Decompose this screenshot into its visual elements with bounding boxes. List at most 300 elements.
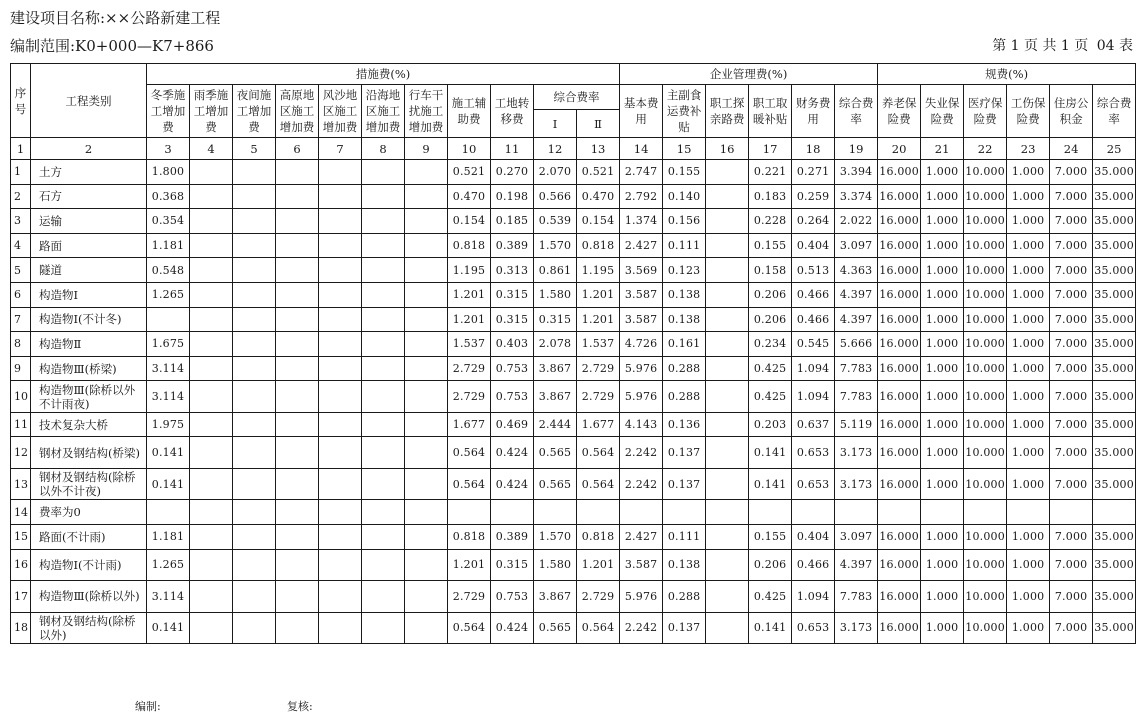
column-number: 6 xyxy=(276,138,319,160)
unemployment-rate: 1.000 xyxy=(921,437,964,469)
composite-i: 1.580 xyxy=(534,549,577,581)
rain-rate xyxy=(190,356,233,381)
aux-rate: 0.818 xyxy=(448,233,491,258)
fees-total: 35.000 xyxy=(1093,209,1136,234)
pension-rate: 16.000 xyxy=(878,184,921,209)
transfer-rate: 0.315 xyxy=(491,307,534,332)
medical-rate: 10.000 xyxy=(964,258,1007,283)
rain-rate xyxy=(190,437,233,469)
page-info xyxy=(988,35,1133,55)
housing-rate: 7.000 xyxy=(1050,549,1093,581)
basic-rate: 2.242 xyxy=(620,468,663,500)
winter-rate: 1.975 xyxy=(147,412,190,437)
finance-rate: 0.259 xyxy=(792,184,835,209)
table-row xyxy=(11,307,1136,332)
traffic-rate xyxy=(405,381,448,413)
transfer-rate: 0.389 xyxy=(491,525,534,550)
food-subsidy: 0.123 xyxy=(663,258,706,283)
injury-rate: 1.000 xyxy=(1007,209,1050,234)
coastal-rate xyxy=(362,332,405,357)
category-name: 构造物Ⅰ(不计雨) xyxy=(31,549,147,581)
winter-rate: 0.141 xyxy=(147,468,190,500)
header-finance: 财务费用 xyxy=(792,85,835,138)
housing-rate: 7.000 xyxy=(1050,381,1093,413)
transfer-rate: 0.198 xyxy=(491,184,534,209)
traffic-rate xyxy=(405,307,448,332)
header-medical: 医疗保险费 xyxy=(964,85,1007,138)
composite-ii: 2.729 xyxy=(577,356,620,381)
family-travel xyxy=(706,307,749,332)
winter-rate: 1.265 xyxy=(147,549,190,581)
food-subsidy: 0.138 xyxy=(663,282,706,307)
mgmt-total: 3.173 xyxy=(835,612,878,644)
header-pension: 养老保险费 xyxy=(878,85,921,138)
header-seq: 序号 xyxy=(11,64,31,138)
composite-i: 0.315 xyxy=(534,307,577,332)
winter-rate xyxy=(147,500,190,525)
winter-rate: 1.800 xyxy=(147,160,190,185)
pension-rate: 16.000 xyxy=(878,468,921,500)
injury-rate: 1.000 xyxy=(1007,307,1050,332)
finance-rate: 0.466 xyxy=(792,307,835,332)
coastal-rate xyxy=(362,233,405,258)
transfer-rate: 0.389 xyxy=(491,233,534,258)
compilation-scope: 编制范围:K0+000—K7+866 xyxy=(10,37,214,55)
mgmt-total xyxy=(835,500,878,525)
mgmt-total: 4.363 xyxy=(835,258,878,283)
table-row xyxy=(11,468,1136,500)
mgmt-total: 2.022 xyxy=(835,209,878,234)
family-travel xyxy=(706,258,749,283)
header-fees-total: 综合费率 xyxy=(1093,85,1136,138)
category-name: 隧道 xyxy=(31,258,147,283)
housing-rate: 7.000 xyxy=(1050,258,1093,283)
transfer-rate xyxy=(491,500,534,525)
composite-i: 0.565 xyxy=(534,437,577,469)
plateau-rate xyxy=(276,332,319,357)
housing-rate: 7.000 xyxy=(1050,160,1093,185)
coastal-rate xyxy=(362,356,405,381)
plateau-rate xyxy=(276,258,319,283)
night-rate xyxy=(233,282,276,307)
coastal-rate xyxy=(362,184,405,209)
fees-total: 35.000 xyxy=(1093,258,1136,283)
composite-ii: 1.201 xyxy=(577,549,620,581)
rain-rate xyxy=(190,282,233,307)
winter-rate: 3.114 xyxy=(147,581,190,613)
composite-i: 2.070 xyxy=(534,160,577,185)
unemployment-rate: 1.000 xyxy=(921,356,964,381)
column-number: 2 xyxy=(31,138,147,160)
medical-rate xyxy=(964,500,1007,525)
traffic-rate xyxy=(405,258,448,283)
pension-rate: 16.000 xyxy=(878,160,921,185)
table-row xyxy=(11,437,1136,469)
pension-rate: 16.000 xyxy=(878,258,921,283)
injury-rate: 1.000 xyxy=(1007,612,1050,644)
medical-rate: 10.000 xyxy=(964,332,1007,357)
traffic-rate xyxy=(405,612,448,644)
transfer-rate: 0.313 xyxy=(491,258,534,283)
composite-i: 1.570 xyxy=(534,525,577,550)
sand-rate xyxy=(319,549,362,581)
transfer-rate: 0.185 xyxy=(491,209,534,234)
traffic-rate xyxy=(405,356,448,381)
category-name: 费率为0 xyxy=(31,500,147,525)
row-index: 1 xyxy=(11,160,31,185)
night-rate xyxy=(233,307,276,332)
column-number: 12 xyxy=(534,138,577,160)
fees-total: 35.000 xyxy=(1093,412,1136,437)
rain-rate xyxy=(190,412,233,437)
night-rate xyxy=(233,184,276,209)
table-row xyxy=(11,525,1136,550)
composite-ii: 1.201 xyxy=(577,282,620,307)
heating-subsidy: 0.425 xyxy=(749,381,792,413)
row-index: 12 xyxy=(11,437,31,469)
sand-rate xyxy=(319,612,362,644)
category-name: 土方 xyxy=(31,160,147,185)
housing-rate: 7.000 xyxy=(1050,282,1093,307)
sand-rate xyxy=(319,500,362,525)
finance-rate: 1.094 xyxy=(792,356,835,381)
pension-rate: 16.000 xyxy=(878,549,921,581)
category-name: 构造物Ⅰ xyxy=(31,282,147,307)
traffic-rate xyxy=(405,282,448,307)
injury-rate: 1.000 xyxy=(1007,468,1050,500)
composite-i: 3.867 xyxy=(534,356,577,381)
rain-rate xyxy=(190,468,233,500)
row-index: 10 xyxy=(11,381,31,413)
sand-rate xyxy=(319,184,362,209)
family-travel xyxy=(706,233,749,258)
category-name: 钢材及钢结构(桥梁) xyxy=(31,437,147,469)
rain-rate xyxy=(190,581,233,613)
unemployment-rate: 1.000 xyxy=(921,209,964,234)
food-subsidy: 0.155 xyxy=(663,160,706,185)
injury-rate: 1.000 xyxy=(1007,525,1050,550)
header-basic: 基本费用 xyxy=(620,85,663,138)
unemployment-rate xyxy=(921,500,964,525)
heating-subsidy: 0.158 xyxy=(749,258,792,283)
fees-total: 35.000 xyxy=(1093,612,1136,644)
unemployment-rate: 1.000 xyxy=(921,160,964,185)
food-subsidy: 0.137 xyxy=(663,437,706,469)
footer-reviewer: 复核: xyxy=(287,700,313,713)
table-row xyxy=(11,332,1136,357)
unemployment-rate: 1.000 xyxy=(921,549,964,581)
mgmt-total: 4.397 xyxy=(835,282,878,307)
transfer-rate: 0.424 xyxy=(491,437,534,469)
footer-editor: 编制: xyxy=(135,700,161,713)
fees-total: 35.000 xyxy=(1093,307,1136,332)
pension-rate: 16.000 xyxy=(878,437,921,469)
composite-ii: 0.818 xyxy=(577,233,620,258)
injury-rate: 1.000 xyxy=(1007,258,1050,283)
traffic-rate xyxy=(405,525,448,550)
family-travel xyxy=(706,468,749,500)
row-index: 17 xyxy=(11,581,31,613)
pension-rate: 16.000 xyxy=(878,525,921,550)
basic-rate: 5.976 xyxy=(620,581,663,613)
finance-rate: 1.094 xyxy=(792,381,835,413)
header-composite-rate: 综合费率 xyxy=(534,85,620,110)
pension-rate: 16.000 xyxy=(878,332,921,357)
housing-rate: 7.000 xyxy=(1050,581,1093,613)
medical-rate: 10.000 xyxy=(964,612,1007,644)
housing-rate: 7.000 xyxy=(1050,184,1093,209)
composite-ii: 2.729 xyxy=(577,581,620,613)
fees-total: 35.000 xyxy=(1093,381,1136,413)
pension-rate: 16.000 xyxy=(878,307,921,332)
unemployment-rate: 1.000 xyxy=(921,612,964,644)
night-rate xyxy=(233,549,276,581)
heating-subsidy: 0.228 xyxy=(749,209,792,234)
aux-rate: 1.195 xyxy=(448,258,491,283)
basic-rate: 4.726 xyxy=(620,332,663,357)
night-rate xyxy=(233,233,276,258)
project-name: 建设项目名称:××公路新建工程 xyxy=(10,9,221,27)
table-row xyxy=(11,356,1136,381)
coastal-rate xyxy=(362,612,405,644)
unemployment-rate: 1.000 xyxy=(921,184,964,209)
injury-rate: 1.000 xyxy=(1007,160,1050,185)
rain-rate xyxy=(190,381,233,413)
food-subsidy: 0.156 xyxy=(663,209,706,234)
heating-subsidy: 0.234 xyxy=(749,332,792,357)
basic-rate: 3.587 xyxy=(620,307,663,332)
medical-rate: 10.000 xyxy=(964,209,1007,234)
header-housing: 住房公积金 xyxy=(1050,85,1093,138)
family-travel xyxy=(706,437,749,469)
unemployment-rate: 1.000 xyxy=(921,412,964,437)
transfer-rate: 0.424 xyxy=(491,468,534,500)
category-name: 构造物Ⅲ(桥梁) xyxy=(31,356,147,381)
unemployment-rate: 1.000 xyxy=(921,381,964,413)
family-travel xyxy=(706,525,749,550)
traffic-rate xyxy=(405,468,448,500)
medical-rate: 10.000 xyxy=(964,184,1007,209)
coastal-rate xyxy=(362,160,405,185)
row-index: 4 xyxy=(11,233,31,258)
winter-rate: 1.181 xyxy=(147,525,190,550)
fees-total: 35.000 xyxy=(1093,160,1136,185)
heating-subsidy: 0.203 xyxy=(749,412,792,437)
aux-rate: 2.729 xyxy=(448,356,491,381)
category-name: 构造物Ⅲ(除桥以外) xyxy=(31,581,147,613)
header-unemployment: 失业保险费 xyxy=(921,85,964,138)
unemployment-rate: 1.000 xyxy=(921,525,964,550)
mgmt-total: 4.397 xyxy=(835,549,878,581)
family-travel xyxy=(706,356,749,381)
table-row xyxy=(11,282,1136,307)
medical-rate: 10.000 xyxy=(964,307,1007,332)
basic-rate: 3.569 xyxy=(620,258,663,283)
basic-rate: 4.143 xyxy=(620,412,663,437)
unemployment-rate: 1.000 xyxy=(921,332,964,357)
food-subsidy xyxy=(663,500,706,525)
injury-rate xyxy=(1007,500,1050,525)
fees-total: 35.000 xyxy=(1093,581,1136,613)
finance-rate: 0.271 xyxy=(792,160,835,185)
fees-total: 35.000 xyxy=(1093,184,1136,209)
heating-subsidy: 0.155 xyxy=(749,233,792,258)
plateau-rate xyxy=(276,612,319,644)
basic-rate: 5.976 xyxy=(620,356,663,381)
family-travel xyxy=(706,549,749,581)
winter-rate: 1.181 xyxy=(147,233,190,258)
mgmt-total: 3.374 xyxy=(835,184,878,209)
winter-rate: 0.354 xyxy=(147,209,190,234)
header-heating: 职工取暖补贴 xyxy=(749,85,792,138)
table-row xyxy=(11,160,1136,185)
winter-rate: 0.141 xyxy=(147,437,190,469)
mgmt-total: 7.783 xyxy=(835,581,878,613)
heating-subsidy: 0.206 xyxy=(749,549,792,581)
pension-rate: 16.000 xyxy=(878,233,921,258)
pension-rate: 16.000 xyxy=(878,412,921,437)
injury-rate: 1.000 xyxy=(1007,381,1050,413)
finance-rate: 0.404 xyxy=(792,525,835,550)
heating-subsidy xyxy=(749,500,792,525)
night-rate xyxy=(233,258,276,283)
unemployment-rate: 1.000 xyxy=(921,233,964,258)
header-group-measures: 措施费(%) xyxy=(147,64,620,85)
plateau-rate xyxy=(276,160,319,185)
sand-rate xyxy=(319,258,362,283)
column-number: 15 xyxy=(663,138,706,160)
table-number: 04 表 xyxy=(1096,38,1133,54)
aux-rate: 1.537 xyxy=(448,332,491,357)
plateau-rate xyxy=(276,437,319,469)
header-group-fees: 规费(%) xyxy=(878,64,1136,85)
basic-rate: 5.976 xyxy=(620,381,663,413)
transfer-rate: 0.315 xyxy=(491,549,534,581)
row-index: 15 xyxy=(11,525,31,550)
heating-subsidy: 0.206 xyxy=(749,282,792,307)
mgmt-total: 7.783 xyxy=(835,381,878,413)
mgmt-total: 5.666 xyxy=(835,332,878,357)
column-number-row xyxy=(11,138,1136,160)
finance-rate: 0.466 xyxy=(792,282,835,307)
header-winter: 冬季施工增加费 xyxy=(147,85,190,138)
medical-rate: 10.000 xyxy=(964,356,1007,381)
transfer-rate: 0.753 xyxy=(491,356,534,381)
housing-rate: 7.000 xyxy=(1050,468,1093,500)
winter-rate: 1.265 xyxy=(147,282,190,307)
rate-table xyxy=(10,63,1136,644)
table-row xyxy=(11,612,1136,644)
pension-rate: 16.000 xyxy=(878,612,921,644)
composite-ii: 1.195 xyxy=(577,258,620,283)
coastal-rate xyxy=(362,209,405,234)
column-number: 23 xyxy=(1007,138,1050,160)
composite-ii: 0.154 xyxy=(577,209,620,234)
injury-rate: 1.000 xyxy=(1007,233,1050,258)
plateau-rate xyxy=(276,468,319,500)
sand-rate xyxy=(319,307,362,332)
basic-rate: 2.427 xyxy=(620,233,663,258)
family-travel xyxy=(706,381,749,413)
winter-rate: 3.114 xyxy=(147,381,190,413)
medical-rate: 10.000 xyxy=(964,160,1007,185)
injury-rate: 1.000 xyxy=(1007,332,1050,357)
pension-rate: 16.000 xyxy=(878,581,921,613)
food-subsidy: 0.137 xyxy=(663,468,706,500)
aux-rate: 2.729 xyxy=(448,381,491,413)
header-sand: 风沙地区施工增加费 xyxy=(319,85,362,138)
night-rate xyxy=(233,525,276,550)
unemployment-rate: 1.000 xyxy=(921,581,964,613)
basic-rate: 2.427 xyxy=(620,525,663,550)
family-travel xyxy=(706,612,749,644)
column-number: 10 xyxy=(448,138,491,160)
sand-rate xyxy=(319,233,362,258)
column-number: 4 xyxy=(190,138,233,160)
finance-rate: 0.637 xyxy=(792,412,835,437)
food-subsidy: 0.161 xyxy=(663,332,706,357)
plateau-rate xyxy=(276,184,319,209)
heating-subsidy: 0.141 xyxy=(749,437,792,469)
header-transfer: 工地转移费 xyxy=(491,85,534,138)
fees-total xyxy=(1093,500,1136,525)
food-subsidy: 0.288 xyxy=(663,381,706,413)
mgmt-total: 3.173 xyxy=(835,468,878,500)
pension-rate xyxy=(878,500,921,525)
winter-rate: 1.675 xyxy=(147,332,190,357)
row-index: 13 xyxy=(11,468,31,500)
family-travel xyxy=(706,412,749,437)
mgmt-total: 7.783 xyxy=(835,356,878,381)
plateau-rate xyxy=(276,525,319,550)
coastal-rate xyxy=(362,412,405,437)
winter-rate: 0.141 xyxy=(147,612,190,644)
medical-rate: 10.000 xyxy=(964,549,1007,581)
transfer-rate: 0.753 xyxy=(491,581,534,613)
food-subsidy: 0.138 xyxy=(663,549,706,581)
transfer-rate: 0.403 xyxy=(491,332,534,357)
finance-rate: 0.653 xyxy=(792,437,835,469)
medical-rate: 10.000 xyxy=(964,412,1007,437)
column-number: 16 xyxy=(706,138,749,160)
mgmt-total: 3.173 xyxy=(835,437,878,469)
plateau-rate xyxy=(276,381,319,413)
header-injury: 工伤保险费 xyxy=(1007,85,1050,138)
category-name: 技术复杂大桥 xyxy=(31,412,147,437)
traffic-rate xyxy=(405,160,448,185)
sand-rate xyxy=(319,356,362,381)
header-family: 职工探亲路费 xyxy=(706,85,749,138)
aux-rate: 0.564 xyxy=(448,612,491,644)
coastal-rate xyxy=(362,381,405,413)
category-name: 钢材及钢结构(除桥以外) xyxy=(31,612,147,644)
sand-rate xyxy=(319,381,362,413)
family-travel xyxy=(706,209,749,234)
sand-rate xyxy=(319,581,362,613)
night-rate xyxy=(233,412,276,437)
row-index: 18 xyxy=(11,612,31,644)
fees-total: 35.000 xyxy=(1093,468,1136,500)
header-group-mgmt: 企业管理费(%) xyxy=(620,64,878,85)
aux-rate: 1.201 xyxy=(448,307,491,332)
column-number: 21 xyxy=(921,138,964,160)
category-name: 运输 xyxy=(31,209,147,234)
plateau-rate xyxy=(276,233,319,258)
finance-rate: 0.653 xyxy=(792,468,835,500)
composite-i: 3.867 xyxy=(534,581,577,613)
table-row xyxy=(11,581,1136,613)
housing-rate: 7.000 xyxy=(1050,612,1093,644)
